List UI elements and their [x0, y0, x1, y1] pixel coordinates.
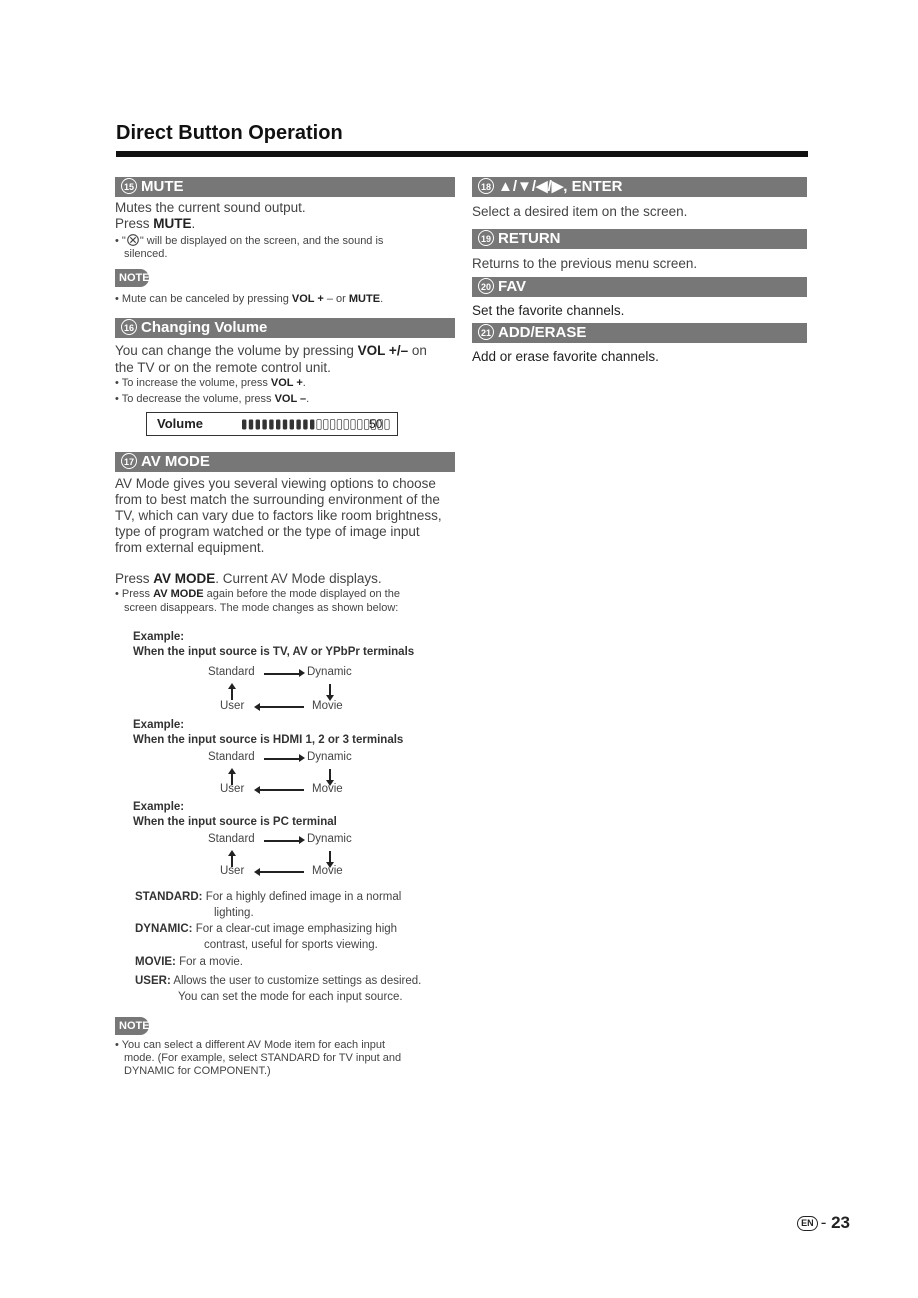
volume-segment-filled: [296, 420, 300, 430]
volume-bullet-increase: • To increase the volume, press VOL +.: [115, 377, 306, 389]
section-header-fav: [472, 277, 807, 297]
section-title: ▲/▼/◀/▶, ENTER: [498, 178, 623, 195]
mode-dynamic: Dynamic: [307, 666, 352, 678]
fav-description: Set the favorite channels.: [472, 303, 625, 318]
example-label: Example:: [133, 719, 185, 731]
volume-description-cont: the TV or on the remote control unit.: [115, 360, 331, 375]
mode-movie: Movie: [312, 865, 343, 877]
arrow-up: [231, 688, 233, 700]
section-number-badge: 21: [478, 324, 494, 340]
volume-segment-filled: [256, 420, 260, 430]
def-dynamic-cont: contrast, useful for sports viewing.: [204, 939, 378, 951]
volume-segment-filled: [283, 420, 287, 430]
section-header-adderase: [472, 323, 807, 343]
volume-segment-filled: [262, 420, 266, 430]
arrow-left-head: [254, 703, 260, 711]
section-title: ADD/ERASE: [498, 324, 587, 341]
mute-description: Mutes the current sound output.: [115, 200, 306, 215]
volume-osd: [146, 412, 398, 436]
arrow-left-head: [254, 786, 260, 794]
avmode-description: AV Mode gives you several viewing options to choose from to best match the surrounding environment of the TV, which can vary due to factors like room brightness, type of program watched or the type of image input from external equipment.: [115, 476, 442, 555]
section-number-badge: 19: [478, 230, 494, 246]
adderase-description: Add or erase favorite channels.: [472, 349, 659, 364]
volume-bullet-decrease: • To decrease the volume, press VOL –.: [115, 393, 310, 405]
section-header-avmode: [115, 452, 455, 472]
avmode-note-text: • You can select a different AV Mode item for each input mode. (For example, select STANDARD for TV input and DYNAMIC for COMPONENT.): [115, 1039, 402, 1077]
mute-icon: [126, 234, 140, 246]
arrow-up-head: [228, 850, 236, 856]
mode-user: User: [220, 865, 245, 877]
mode-user: User: [220, 783, 245, 795]
volume-segment-filled: [276, 420, 280, 430]
language-badge: EN: [797, 1216, 818, 1231]
example-source: When the input source is TV, AV or YPbPr terminals: [133, 646, 415, 658]
section-title: Changing Volume: [141, 319, 268, 336]
title-rule: [116, 151, 808, 157]
page-title: Direct Button Operation: [116, 122, 343, 144]
volume-segment-filled: [269, 420, 273, 430]
arrow-right-head: [299, 836, 305, 844]
example-label: Example:: [133, 801, 185, 813]
arrow-up-head: [228, 683, 236, 689]
avmode-bullet: • Press AV MODE again before the mode displayed on the: [115, 588, 400, 600]
volume-segment-filled: [249, 420, 253, 430]
def-user: USER: Allows the user to customize settings as desired.: [135, 975, 422, 987]
mode-standard: Standard: [208, 833, 255, 845]
mode-movie: Movie: [312, 700, 343, 712]
arrow-left: [258, 706, 304, 708]
example-label: Example:: [133, 631, 185, 643]
volume-segment-filled: [310, 420, 314, 430]
section-number-badge: 15: [121, 178, 137, 194]
mute-press-line: Press MUTE.: [115, 216, 196, 231]
volume-segment-filled: [242, 420, 246, 430]
section-number-badge: 16: [121, 319, 137, 335]
note-badge: NOTE: [115, 269, 149, 287]
mode-standard: Standard: [208, 751, 255, 763]
volume-segment-empty: [317, 420, 321, 430]
mode-cycle-diagram: [200, 664, 370, 714]
section-header-enter: [472, 177, 807, 197]
volume-segment-empty: [337, 420, 341, 430]
arrow-right: [264, 758, 302, 760]
mode-movie: Movie: [312, 783, 343, 795]
volume-segment-empty: [330, 420, 334, 430]
mode-standard: Standard: [208, 666, 255, 678]
def-standard: STANDARD: For a highly defined image in a normal: [135, 891, 402, 903]
volume-segment-filled: [303, 420, 307, 430]
volume-segment-empty: [324, 420, 328, 430]
mode-user: User: [220, 700, 245, 712]
section-header-volume: [115, 318, 455, 338]
def-user-cont: You can set the mode for each input source.: [178, 991, 403, 1003]
arrow-left: [258, 789, 304, 791]
volume-osd-label: Volume: [157, 416, 203, 431]
arrow-right: [264, 840, 302, 842]
avmode-press-line: Press AV MODE. Current AV Mode displays.: [115, 571, 382, 586]
example-source: When the input source is HDMI 1, 2 or 3 terminals: [133, 734, 404, 746]
def-dynamic: DYNAMIC: For a clear-cut image emphasizing high: [135, 923, 398, 935]
def-movie: MOVIE: For a movie.: [135, 956, 243, 968]
volume-osd-value: 50: [369, 417, 383, 431]
volume-segment-empty: [385, 420, 389, 430]
section-header-mute: [115, 177, 455, 197]
section-title: MUTE: [141, 178, 184, 195]
section-title: FAV: [498, 278, 527, 295]
section-number-badge: 20: [478, 278, 494, 294]
mute-bullet: • " " will be displayed on the screen, and the sound is: [115, 235, 384, 247]
arrow-up-head: [228, 768, 236, 774]
section-number-badge: 18: [478, 178, 494, 194]
volume-segment-empty: [344, 420, 348, 430]
mute-note-text: • Mute can be canceled by pressing VOL + – or MUTE.: [115, 293, 384, 305]
arrow-right-head: [299, 669, 305, 677]
volume-segment-empty: [358, 420, 362, 430]
mute-bullet-cont: silenced.: [124, 248, 168, 260]
mode-dynamic: Dynamic: [307, 751, 352, 763]
return-description: Returns to the previous menu screen.: [472, 256, 698, 271]
arrow-left: [258, 871, 304, 873]
volume-segment-filled: [290, 420, 294, 430]
section-title: AV MODE: [141, 453, 210, 470]
section-title: RETURN: [498, 230, 561, 247]
section-header-return: [472, 229, 807, 249]
arrow-right-head: [299, 754, 305, 762]
volume-level-bar: [217, 419, 417, 430]
volume-segment-empty: [351, 420, 355, 430]
enter-description: Select a desired item on the screen.: [472, 204, 688, 219]
page-number: EN - 23: [797, 1213, 850, 1233]
section-number-badge: 17: [121, 453, 137, 469]
arrow-right: [264, 673, 302, 675]
example-source: When the input source is PC terminal: [133, 816, 337, 828]
note-badge: NOTE: [115, 1017, 149, 1035]
volume-description: You can change the volume by pressing VOL +/– on: [115, 343, 427, 358]
def-standard-cont: lighting.: [214, 907, 254, 919]
mode-cycle-diagram: [200, 831, 370, 881]
mode-dynamic: Dynamic: [307, 833, 352, 845]
avmode-bullet-cont: screen disappears. The mode changes as shown below:: [124, 602, 399, 614]
arrow-left-head: [254, 868, 260, 876]
mode-cycle-diagram: [200, 749, 370, 799]
